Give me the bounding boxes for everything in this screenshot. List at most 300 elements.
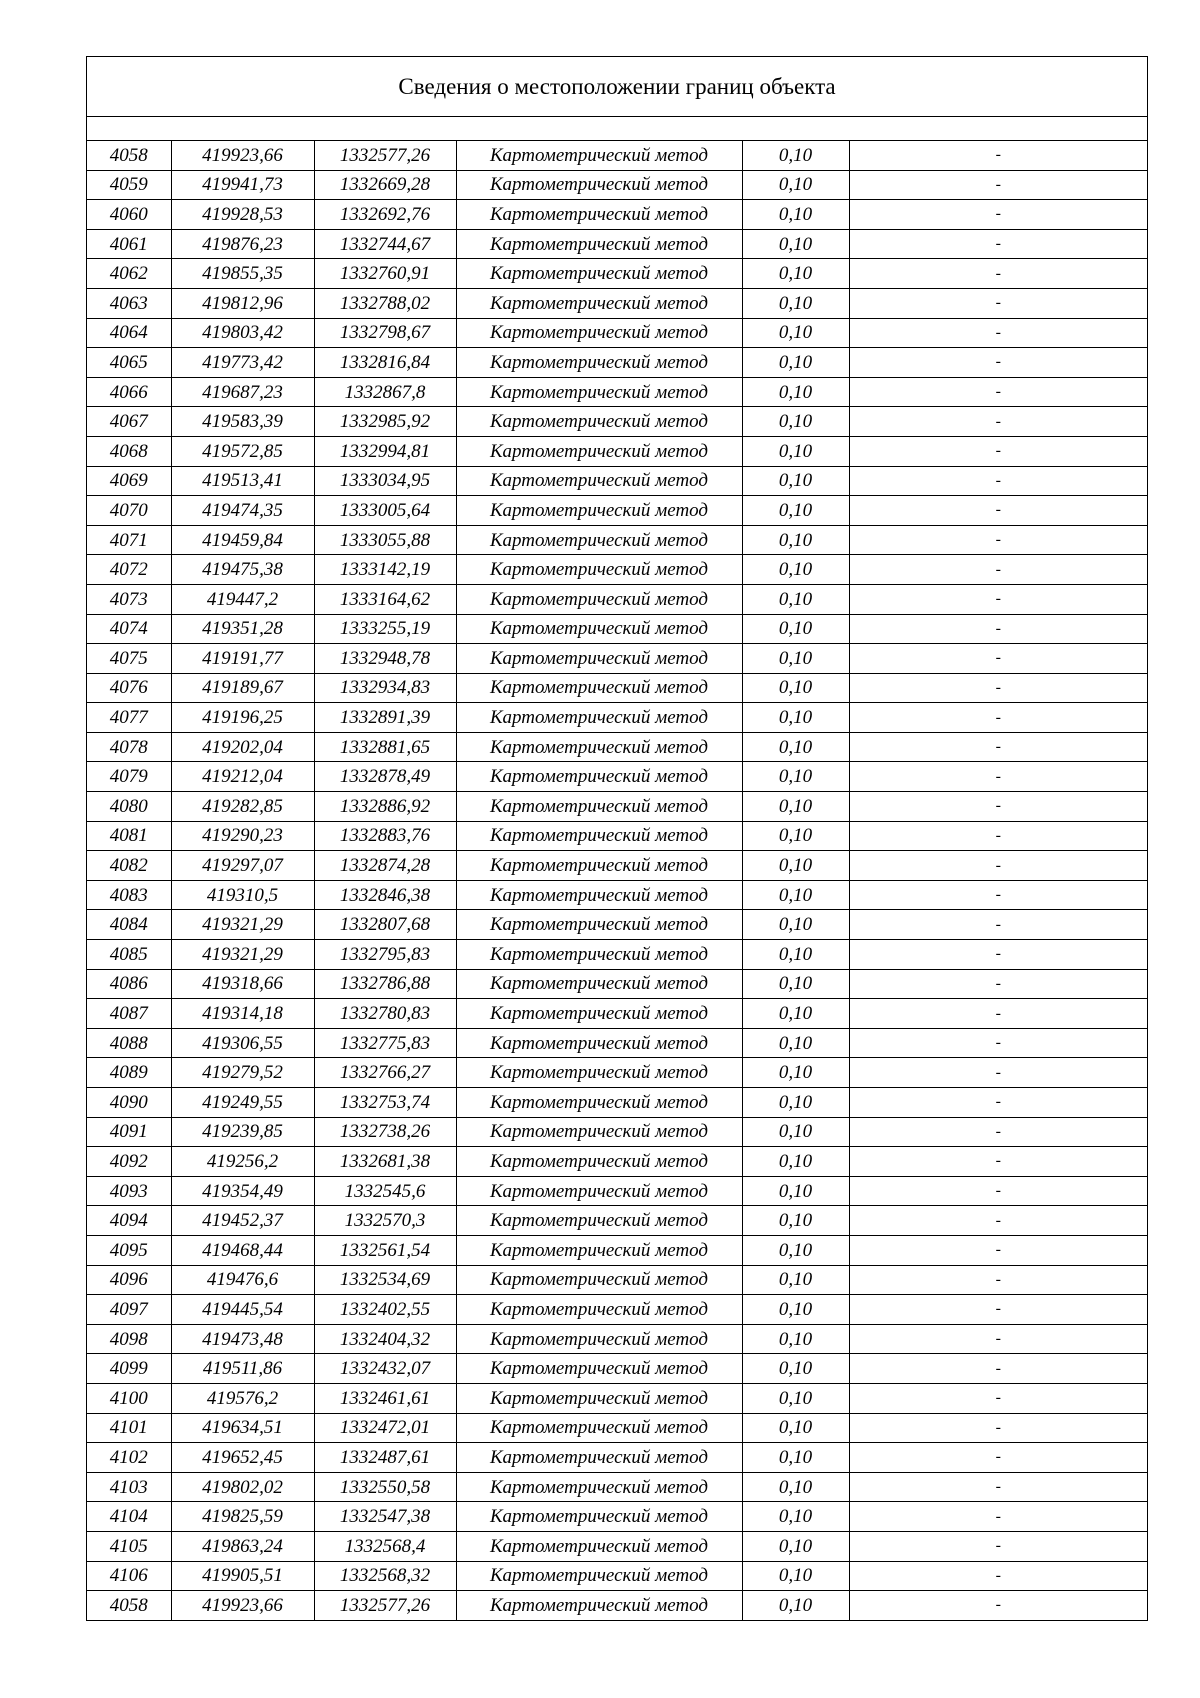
table-row <box>87 1028 1147 1058</box>
y-coordinate-cell: 1332568,4 <box>314 1531 456 1561</box>
x-coordinate-cell: 419687,23 <box>171 377 314 407</box>
table-row <box>87 673 1147 703</box>
description-cell: - <box>849 229 1147 259</box>
point-number-cell: 4095 <box>87 1235 171 1265</box>
method-cell: Картометрический метод <box>456 1591 742 1620</box>
point-number-cell: 4072 <box>87 555 171 585</box>
table-row <box>87 1235 1147 1265</box>
y-coordinate-cell: 1332934,83 <box>314 673 456 703</box>
y-coordinate-cell: 1332432,07 <box>314 1354 456 1384</box>
description-cell: - <box>849 259 1147 289</box>
x-coordinate-cell: 419306,55 <box>171 1028 314 1058</box>
accuracy-cell: 0,10 <box>742 1117 849 1147</box>
accuracy-cell: 0,10 <box>742 792 849 822</box>
description-cell: - <box>849 969 1147 999</box>
method-cell: Картометрический метод <box>456 703 742 733</box>
point-number-cell: 4092 <box>87 1147 171 1177</box>
point-number-cell: 4083 <box>87 880 171 910</box>
x-coordinate-cell: 419812,96 <box>171 288 314 318</box>
accuracy-cell: 0,10 <box>742 1206 849 1236</box>
y-coordinate-cell: 1332753,74 <box>314 1088 456 1118</box>
y-coordinate-cell: 1332788,02 <box>314 288 456 318</box>
description-cell: - <box>849 940 1147 970</box>
description-cell: - <box>849 377 1147 407</box>
accuracy-cell: 0,10 <box>742 732 849 762</box>
method-cell: Картометрический метод <box>456 1561 742 1591</box>
method-cell: Картометрический метод <box>456 732 742 762</box>
table-row <box>87 1413 1147 1443</box>
point-number-cell: 4061 <box>87 229 171 259</box>
description-cell: - <box>849 1058 1147 1088</box>
y-coordinate-cell: 1332487,61 <box>314 1443 456 1473</box>
x-coordinate-cell: 419923,66 <box>171 141 314 170</box>
table-row <box>87 1561 1147 1591</box>
method-cell: Картометрический метод <box>456 318 742 348</box>
point-number-cell: 4058 <box>87 1591 171 1620</box>
point-number-cell: 4089 <box>87 1058 171 1088</box>
description-cell: - <box>849 407 1147 437</box>
description-cell: - <box>849 1088 1147 1118</box>
table-row <box>87 910 1147 940</box>
table-row <box>87 1502 1147 1532</box>
x-coordinate-cell: 419256,2 <box>171 1147 314 1177</box>
method-cell: Картометрический метод <box>456 792 742 822</box>
method-cell: Картометрический метод <box>456 1176 742 1206</box>
method-cell: Картометрический метод <box>456 1028 742 1058</box>
table-row <box>87 407 1147 437</box>
x-coordinate-cell: 419202,04 <box>171 732 314 762</box>
y-coordinate-cell: 1333164,62 <box>314 584 456 614</box>
y-coordinate-cell: 1332886,92 <box>314 792 456 822</box>
coordinates-table <box>87 141 1147 1620</box>
table-row <box>87 1324 1147 1354</box>
method-cell: Картометрический метод <box>456 940 742 970</box>
method-cell: Картометрический метод <box>456 1295 742 1325</box>
point-number-cell: 4101 <box>87 1413 171 1443</box>
point-number-cell: 4073 <box>87 584 171 614</box>
point-number-cell: 4060 <box>87 200 171 230</box>
accuracy-cell: 0,10 <box>742 584 849 614</box>
description-cell: - <box>849 1265 1147 1295</box>
y-coordinate-cell: 1332547,38 <box>314 1502 456 1532</box>
table-row <box>87 1472 1147 1502</box>
accuracy-cell: 0,10 <box>742 1176 849 1206</box>
description-cell: - <box>849 1295 1147 1325</box>
method-cell: Картометрический метод <box>456 584 742 614</box>
table-title: Сведения о местоположении границ объекта <box>87 57 1147 117</box>
x-coordinate-cell: 419452,37 <box>171 1206 314 1236</box>
description-cell: - <box>849 1502 1147 1532</box>
accuracy-cell: 0,10 <box>742 1531 849 1561</box>
method-cell: Картометрический метод <box>456 1147 742 1177</box>
table-row <box>87 851 1147 881</box>
table-row <box>87 732 1147 762</box>
method-cell: Картометрический метод <box>456 1058 742 1088</box>
table-row <box>87 584 1147 614</box>
accuracy-cell: 0,10 <box>742 880 849 910</box>
description-cell: - <box>849 1117 1147 1147</box>
point-number-cell: 4091 <box>87 1117 171 1147</box>
y-coordinate-cell: 1332878,49 <box>314 762 456 792</box>
x-coordinate-cell: 419513,41 <box>171 466 314 496</box>
table-row <box>87 999 1147 1029</box>
point-number-cell: 4096 <box>87 1265 171 1295</box>
y-coordinate-cell: 1332744,67 <box>314 229 456 259</box>
point-number-cell: 4067 <box>87 407 171 437</box>
accuracy-cell: 0,10 <box>742 1383 849 1413</box>
table-row <box>87 762 1147 792</box>
y-coordinate-cell: 1332681,38 <box>314 1147 456 1177</box>
method-cell: Картометрический метод <box>456 969 742 999</box>
point-number-cell: 4100 <box>87 1383 171 1413</box>
method-cell: Картометрический метод <box>456 555 742 585</box>
x-coordinate-cell: 419572,85 <box>171 436 314 466</box>
x-coordinate-cell: 419634,51 <box>171 1413 314 1443</box>
accuracy-cell: 0,10 <box>742 910 849 940</box>
y-coordinate-cell: 1332867,8 <box>314 377 456 407</box>
table-row <box>87 555 1147 585</box>
x-coordinate-cell: 419447,2 <box>171 584 314 614</box>
y-coordinate-cell: 1332891,39 <box>314 703 456 733</box>
method-cell: Картометрический метод <box>456 999 742 1029</box>
x-coordinate-cell: 419212,04 <box>171 762 314 792</box>
point-number-cell: 4066 <box>87 377 171 407</box>
y-coordinate-cell: 1332472,01 <box>314 1413 456 1443</box>
accuracy-cell: 0,10 <box>742 1561 849 1591</box>
point-number-cell: 4062 <box>87 259 171 289</box>
x-coordinate-cell: 419321,29 <box>171 940 314 970</box>
method-cell: Картометрический метод <box>456 141 742 170</box>
x-coordinate-cell: 419476,6 <box>171 1265 314 1295</box>
point-number-cell: 4097 <box>87 1295 171 1325</box>
x-coordinate-cell: 419189,67 <box>171 673 314 703</box>
description-cell: - <box>849 999 1147 1029</box>
description-cell: - <box>849 436 1147 466</box>
y-coordinate-cell: 1332775,83 <box>314 1028 456 1058</box>
method-cell: Картометрический метод <box>456 1088 742 1118</box>
point-number-cell: 4070 <box>87 496 171 526</box>
description-cell: - <box>849 1561 1147 1591</box>
description-cell: - <box>849 466 1147 496</box>
description-cell: - <box>849 1176 1147 1206</box>
point-number-cell: 4098 <box>87 1324 171 1354</box>
y-coordinate-cell: 1332985,92 <box>314 407 456 437</box>
y-coordinate-cell: 1333055,88 <box>314 525 456 555</box>
table-empty-header-row <box>87 117 1147 141</box>
table-row <box>87 496 1147 526</box>
x-coordinate-cell: 419351,28 <box>171 614 314 644</box>
table-row <box>87 288 1147 318</box>
method-cell: Картометрический метод <box>456 1443 742 1473</box>
y-coordinate-cell: 1332570,3 <box>314 1206 456 1236</box>
x-coordinate-cell: 419191,77 <box>171 644 314 674</box>
point-number-cell: 4082 <box>87 851 171 881</box>
description-cell: - <box>849 673 1147 703</box>
point-number-cell: 4078 <box>87 732 171 762</box>
point-number-cell: 4106 <box>87 1561 171 1591</box>
y-coordinate-cell: 1332846,38 <box>314 880 456 910</box>
x-coordinate-cell: 419855,35 <box>171 259 314 289</box>
accuracy-cell: 0,10 <box>742 407 849 437</box>
accuracy-cell: 0,10 <box>742 466 849 496</box>
accuracy-cell: 0,10 <box>742 318 849 348</box>
point-number-cell: 4076 <box>87 673 171 703</box>
method-cell: Картометрический метод <box>456 1472 742 1502</box>
table-row <box>87 1295 1147 1325</box>
point-number-cell: 4064 <box>87 318 171 348</box>
description-cell: - <box>849 141 1147 170</box>
description-cell: - <box>849 200 1147 230</box>
x-coordinate-cell: 419905,51 <box>171 1561 314 1591</box>
point-number-cell: 4068 <box>87 436 171 466</box>
y-coordinate-cell: 1332881,65 <box>314 732 456 762</box>
method-cell: Картометрический метод <box>456 377 742 407</box>
point-number-cell: 4090 <box>87 1088 171 1118</box>
x-coordinate-cell: 419802,02 <box>171 1472 314 1502</box>
method-cell: Картометрический метод <box>456 880 742 910</box>
accuracy-cell: 0,10 <box>742 1443 849 1473</box>
x-coordinate-cell: 419583,39 <box>171 407 314 437</box>
accuracy-cell: 0,10 <box>742 821 849 851</box>
x-coordinate-cell: 419310,5 <box>171 880 314 910</box>
method-cell: Картометрический метод <box>456 1413 742 1443</box>
table-row <box>87 141 1147 170</box>
accuracy-cell: 0,10 <box>742 348 849 378</box>
point-number-cell: 4081 <box>87 821 171 851</box>
description-cell: - <box>849 1443 1147 1473</box>
method-cell: Картометрический метод <box>456 644 742 674</box>
table-row <box>87 1354 1147 1384</box>
description-cell: - <box>849 1147 1147 1177</box>
description-cell: - <box>849 348 1147 378</box>
description-cell: - <box>849 525 1147 555</box>
description-cell: - <box>849 496 1147 526</box>
y-coordinate-cell: 1332798,67 <box>314 318 456 348</box>
y-coordinate-cell: 1332669,28 <box>314 170 456 200</box>
x-coordinate-cell: 419928,53 <box>171 200 314 230</box>
method-cell: Картометрический метод <box>456 288 742 318</box>
method-cell: Картометрический метод <box>456 436 742 466</box>
accuracy-cell: 0,10 <box>742 673 849 703</box>
accuracy-cell: 0,10 <box>742 288 849 318</box>
accuracy-cell: 0,10 <box>742 229 849 259</box>
description-cell: - <box>849 1413 1147 1443</box>
method-cell: Картометрический метод <box>456 762 742 792</box>
accuracy-cell: 0,10 <box>742 1147 849 1177</box>
method-cell: Картометрический метод <box>456 525 742 555</box>
method-cell: Картометрический метод <box>456 614 742 644</box>
x-coordinate-cell: 419318,66 <box>171 969 314 999</box>
table-row <box>87 259 1147 289</box>
y-coordinate-cell: 1332545,6 <box>314 1176 456 1206</box>
description-cell: - <box>849 644 1147 674</box>
description-cell: - <box>849 1028 1147 1058</box>
accuracy-cell: 0,10 <box>742 1502 849 1532</box>
y-coordinate-cell: 1332807,68 <box>314 910 456 940</box>
table-row <box>87 614 1147 644</box>
accuracy-cell: 0,10 <box>742 555 849 585</box>
point-number-cell: 4074 <box>87 614 171 644</box>
accuracy-cell: 0,10 <box>742 1088 849 1118</box>
x-coordinate-cell: 419511,86 <box>171 1354 314 1384</box>
x-coordinate-cell: 419314,18 <box>171 999 314 1029</box>
method-cell: Картометрический метод <box>456 1502 742 1532</box>
table-row <box>87 792 1147 822</box>
table-row <box>87 1383 1147 1413</box>
table-row <box>87 1531 1147 1561</box>
point-number-cell: 4084 <box>87 910 171 940</box>
y-coordinate-cell: 1332994,81 <box>314 436 456 466</box>
accuracy-cell: 0,10 <box>742 141 849 170</box>
point-number-cell: 4104 <box>87 1502 171 1532</box>
point-number-cell: 4059 <box>87 170 171 200</box>
table-row <box>87 969 1147 999</box>
table-row <box>87 1058 1147 1088</box>
accuracy-cell: 0,10 <box>742 1472 849 1502</box>
point-number-cell: 4079 <box>87 762 171 792</box>
method-cell: Картометрический метод <box>456 170 742 200</box>
description-cell: - <box>995 1596 1001 1614</box>
coordinates-table-body <box>87 141 1147 1620</box>
accuracy-cell: 0,10 <box>742 1235 849 1265</box>
x-coordinate-cell: 419652,45 <box>171 1443 314 1473</box>
method-cell: Картометрический метод <box>456 1235 742 1265</box>
accuracy-cell: 0,10 <box>742 999 849 1029</box>
y-coordinate-cell: 1332692,76 <box>314 200 456 230</box>
description-cell: - <box>849 318 1147 348</box>
method-cell: Картометрический метод <box>456 1354 742 1384</box>
method-cell: Картометрический метод <box>456 851 742 881</box>
description-cell: - <box>849 555 1147 585</box>
point-number-cell: 4086 <box>87 969 171 999</box>
point-number-cell: 4071 <box>87 525 171 555</box>
method-cell: Картометрический метод <box>456 673 742 703</box>
method-cell: Картометрический метод <box>456 496 742 526</box>
y-coordinate-cell: 1333255,19 <box>314 614 456 644</box>
description-cell: - <box>849 1531 1147 1561</box>
method-cell: Картометрический метод <box>456 407 742 437</box>
accuracy-cell: 0,10 <box>742 1265 849 1295</box>
x-coordinate-cell: 419475,38 <box>171 555 314 585</box>
point-number-cell: 4099 <box>87 1354 171 1384</box>
y-coordinate-cell: 1332883,76 <box>314 821 456 851</box>
y-coordinate-cell: 1332795,83 <box>314 940 456 970</box>
method-cell: Картометрический метод <box>456 1117 742 1147</box>
point-number-cell: 4094 <box>87 1206 171 1236</box>
table-row <box>87 436 1147 466</box>
point-number-cell: 4058 <box>87 141 171 170</box>
x-coordinate-cell: 419196,25 <box>171 703 314 733</box>
y-coordinate-cell: 1332550,58 <box>314 1472 456 1502</box>
description-cell: - <box>849 1383 1147 1413</box>
accuracy-cell: 0,10 <box>742 644 849 674</box>
point-number-cell: 4088 <box>87 1028 171 1058</box>
accuracy-cell: 0,10 <box>742 1028 849 1058</box>
accuracy-cell: 0,10 <box>742 703 849 733</box>
x-coordinate-cell: 419576,2 <box>171 1383 314 1413</box>
method-cell: Картометрический метод <box>456 1206 742 1236</box>
method-cell: Картометрический метод <box>456 229 742 259</box>
accuracy-cell: 0,10 <box>742 762 849 792</box>
accuracy-cell: 0,10 <box>742 1413 849 1443</box>
description-cell: - <box>849 1472 1147 1502</box>
point-number-cell: 4085 <box>87 940 171 970</box>
accuracy-cell: 0,10 <box>742 377 849 407</box>
description-cell: - <box>849 851 1147 881</box>
description-cell: - <box>849 1354 1147 1384</box>
y-coordinate-cell: 1332766,27 <box>314 1058 456 1088</box>
method-cell: Картометрический метод <box>456 200 742 230</box>
description-cell: - <box>849 1206 1147 1236</box>
y-coordinate-cell: 1333034,95 <box>314 466 456 496</box>
y-coordinate-cell: 1332561,54 <box>314 1235 456 1265</box>
table-row <box>87 348 1147 378</box>
table-row <box>87 1176 1147 1206</box>
x-coordinate-cell: 419239,85 <box>171 1117 314 1147</box>
y-coordinate-cell: 1332874,28 <box>314 851 456 881</box>
y-coordinate-cell: 1333005,64 <box>314 496 456 526</box>
table-row <box>87 821 1147 851</box>
x-coordinate-cell: 419941,73 <box>171 170 314 200</box>
description-cell: - <box>849 288 1147 318</box>
point-number-cell: 4080 <box>87 792 171 822</box>
x-coordinate-cell: 419473,48 <box>171 1324 314 1354</box>
y-coordinate-cell: 1332402,55 <box>314 1295 456 1325</box>
y-coordinate-cell: 1332816,84 <box>314 348 456 378</box>
x-coordinate-cell: 419282,85 <box>171 792 314 822</box>
y-coordinate-cell: 1332404,32 <box>314 1324 456 1354</box>
point-number-cell: 4065 <box>87 348 171 378</box>
table-row <box>87 377 1147 407</box>
y-coordinate-cell: 1332568,32 <box>314 1561 456 1591</box>
x-coordinate-cell: 419459,84 <box>171 525 314 555</box>
accuracy-cell: 0,10 <box>742 1295 849 1325</box>
method-cell: Картометрический метод <box>456 466 742 496</box>
x-coordinate-cell: 419321,29 <box>171 910 314 940</box>
table-row <box>87 880 1147 910</box>
x-coordinate-cell: 419803,42 <box>171 318 314 348</box>
y-coordinate-cell: 1332577,26 <box>314 141 456 170</box>
table-row <box>87 1591 1147 1620</box>
x-coordinate-cell: 419923,66 <box>171 1591 314 1620</box>
x-coordinate-cell: 419773,42 <box>171 348 314 378</box>
description-cell: - <box>849 821 1147 851</box>
accuracy-cell: 0,10 <box>742 170 849 200</box>
accuracy-cell: 0,10 <box>742 1058 849 1088</box>
point-number-cell: 4075 <box>87 644 171 674</box>
method-cell: Картометрический метод <box>456 1531 742 1561</box>
x-coordinate-cell: 419297,07 <box>171 851 314 881</box>
table-row <box>87 229 1147 259</box>
description-cell: - <box>849 732 1147 762</box>
boundary-table-sheet <box>86 56 1148 1621</box>
x-coordinate-cell: 419249,55 <box>171 1088 314 1118</box>
x-coordinate-cell: 419825,59 <box>171 1502 314 1532</box>
method-cell: Картометрический метод <box>456 348 742 378</box>
x-coordinate-cell: 419354,49 <box>171 1176 314 1206</box>
table-row <box>87 525 1147 555</box>
description-cell: - <box>849 1235 1147 1265</box>
accuracy-cell: 0,10 <box>742 200 849 230</box>
description-cell: - <box>849 792 1147 822</box>
accuracy-cell: 0,10 <box>742 259 849 289</box>
x-coordinate-cell: 419876,23 <box>171 229 314 259</box>
point-number-cell: 4087 <box>87 999 171 1029</box>
accuracy-cell: 0,10 <box>742 1591 849 1620</box>
accuracy-cell: 0,10 <box>742 614 849 644</box>
x-coordinate-cell: 419474,35 <box>171 496 314 526</box>
table-row <box>87 1088 1147 1118</box>
